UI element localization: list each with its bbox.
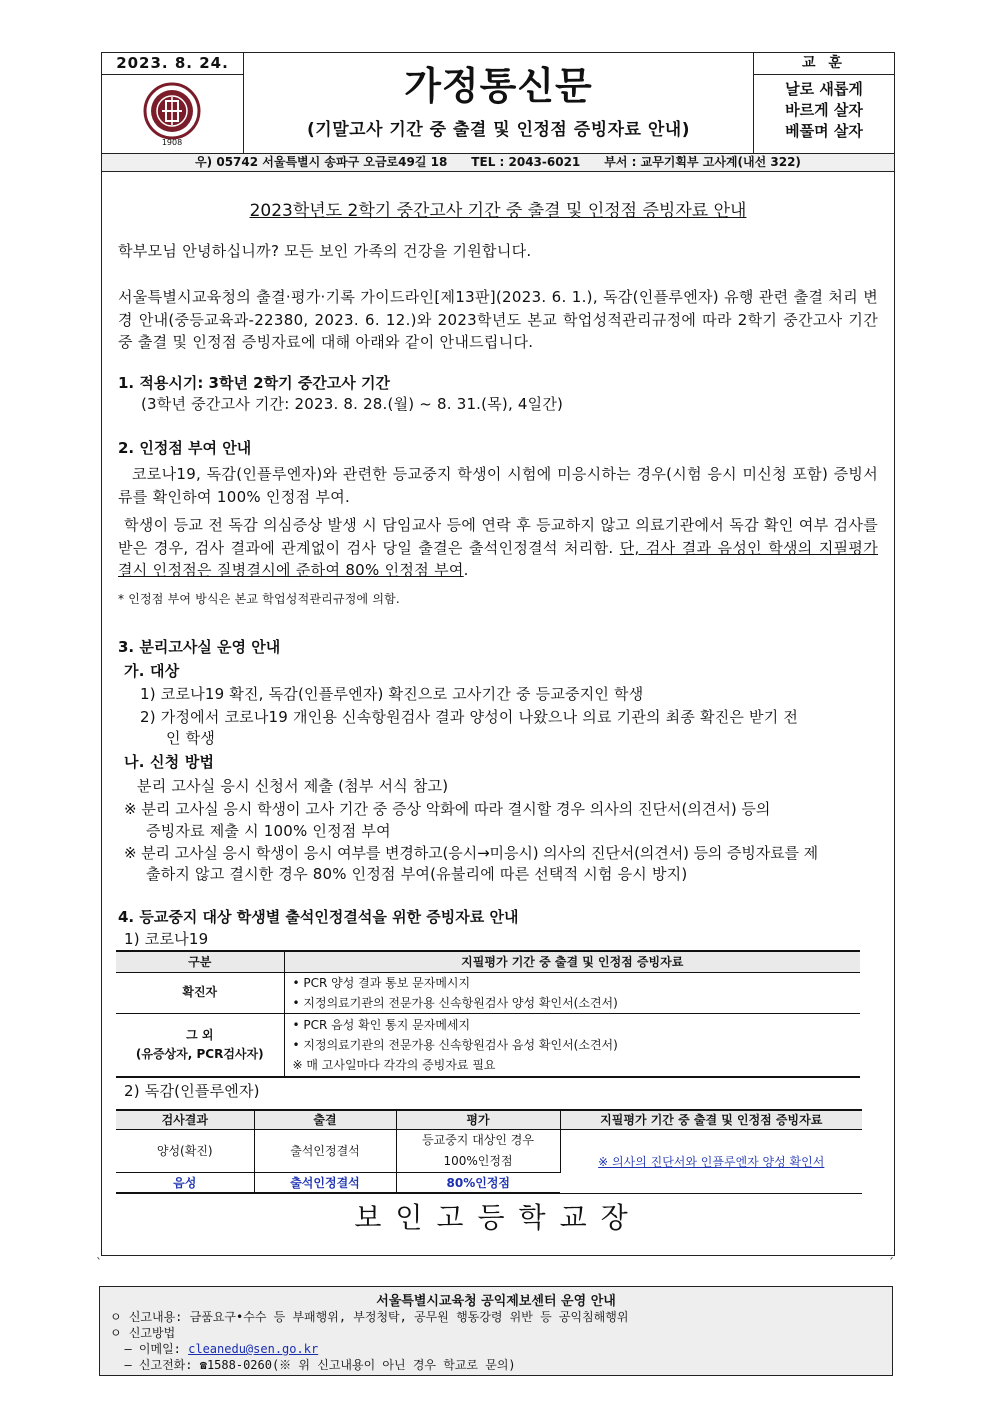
section-2-paragraph-2: [118, 514, 878, 582]
greeting: 학부모님 안녕하십니까? 모든 보인 가족의 건강을 기원합니다.: [118, 242, 532, 260]
row-label-line: (유증상자, PCR검사자): [135, 1046, 264, 1061]
list-item: • PCR 음성 확인 통지 문자메세지: [292, 1017, 471, 1032]
motto-line: 베풀며 살자: [785, 122, 863, 140]
notice-line: ㅇ 신고방법: [110, 1326, 176, 1340]
school-motto-panel: [753, 53, 894, 153]
section-3-title: 3. 분리고사실 운영 안내: [118, 638, 281, 656]
section-1-detail: (3학년 중간고사 기간: 2023. 8. 28.(월) ~ 8. 31.(목), 4일간): [141, 395, 564, 413]
list-item: • PCR 양성 결과 통보 문자메시지: [292, 975, 471, 990]
paragraph-2-main: 학생이 등교 전 독감 의심증상 발생 시 담임교사 등에 연락 후 등교하지 않고 의료기관에서 독감 확인 여부 검사를 받은 경우, 검사 결과에 관계없이 검사 당일 출결은 출석인정결석 처리함.: [118, 516, 878, 557]
table-cell-label: 확진자: [116, 972, 284, 1013]
school-seal-icon: [142, 81, 202, 147]
table-cell: 음성: [116, 1172, 254, 1193]
intro-paragraph: 서울특별시교육청의 출결·평가·기록 가이드라인[제13판](2023. 6. 1.), 독감(인플루엔자) 유행 관련 출결 처리 변경 안내(중등교육과-22380, 2023. 6. 12.)와 2023학년도 본교 학업성적관리규정에 따라 2학기 중간고사 기간 중 출결 및 인정점 증빙자료에 대해 아래와 같이 안내드립니다.: [118, 288, 878, 351]
letter-subtitle: (기말고사 기간 중 출결 및 인정점 증빙자료 안내): [307, 120, 690, 140]
crop-mark: ˋ: [96, 1256, 102, 1270]
table-cell-label: [116, 1013, 284, 1077]
table-header: 지필평가 기간 중 출결 및 인정점 증빙자료: [560, 1110, 862, 1129]
cell-line: 100%인정점: [443, 1153, 513, 1168]
paragraph-2-underlined: 단, 검사 결과 음성인 학생의 지필평가 결시 인정점은 질병결시에 준하여 80% 인정점 부여: [118, 538, 878, 579]
section-3b-text: 분리 고사실 응시 신청서 제출 (첨부 서식 참고): [137, 777, 449, 795]
whistleblower-notice: [99, 1286, 893, 1376]
school-address: 우) 05742 서울특별시 송파구 오금로49길 18 TEL : 2043-6021 부서 : 교무기획부 고사계(내선 322): [102, 153, 894, 171]
issue-date: 2023. 8. 24.: [102, 53, 243, 75]
section-2-paragraph-1: 코로나19, 독감(인플루엔자)와 관련한 등교중지 학생이 시험에 미응시하는 경우(시험 응시 미신청 포함) 증빙서류를 확인하여 100% 인정점 부여.: [118, 465, 878, 506]
motto-line: 바르게 살자: [785, 101, 863, 119]
table-header: 검사결과: [116, 1110, 254, 1129]
table-header: 구분: [116, 951, 284, 972]
section-3a-item-2-cont: 인 학생: [166, 729, 216, 747]
notice-line: – 신고전화: ☎1588-0260(※ 위 신고내용이 아닌 경우 학교로 문의): [110, 1358, 516, 1372]
table-header: 출결: [254, 1110, 396, 1129]
document-title: 2023학년도 2학기 중간고사 기간 중 출결 및 인정점 증빙자료 안내: [249, 201, 747, 221]
section-3a-item-2: 2) 가정에서 코로나19 개인용 신속항원검사 결과 양성이 나왔으나 의료 기관의 최종 확진은 받기 전: [140, 708, 799, 726]
email-link[interactable]: cleanedu@sen.go.kr: [188, 1342, 319, 1356]
flu-evidence-table: [116, 1109, 862, 1194]
table-row: [116, 1013, 860, 1077]
table-cell-items: [284, 1013, 860, 1077]
email-label: – 이메일:: [110, 1342, 189, 1356]
section-3a-item-1: 1) 코로나19 확진, 독감(인플루엔자) 확진으로 고사기간 중 등교중지인 학생: [140, 685, 644, 703]
table-header: 지필평가 기간 중 출결 및 인정점 증빙자료: [284, 951, 860, 972]
notice-line: ㅇ 신고내용: 금품요구•수수 등 부패행위, 부정청탁, 공무원 행동강령 위반 등 공익침해행위: [110, 1310, 629, 1324]
motto-label: 교 훈: [754, 53, 894, 75]
section-3-note-2-cont: 출하지 않고 결시한 경우 80% 인정점 부여(유불리에 따른 선택적 시험 응시 방지): [146, 865, 688, 883]
motto-line: 날로 새롭게: [785, 80, 863, 98]
row-label-line: 그 외: [186, 1027, 214, 1042]
letter-header: [101, 52, 895, 172]
crop-mark: ˊ: [888, 1256, 894, 1270]
list-item: • 지정의료기관의 전문가용 신속항원검사 양성 확인서(소견서): [292, 995, 618, 1010]
section-3-note-1: ※ 분리 고사실 응시 학생이 고사 기간 중 증상 악화에 따라 결시할 경우 의사의 진단서(의견서) 등의: [124, 800, 771, 818]
table-row: [116, 972, 860, 1013]
table-cell: 양성(확진): [116, 1129, 254, 1172]
cell-line: 등교중지 대상인 경우: [422, 1132, 534, 1147]
notice-title: 서울특별시교육청 공익제보센터 운영 안내: [376, 1294, 616, 1309]
section-3-note-2: ※ 분리 고사실 응시 학생이 응시 여부를 변경하고(응시→미응시) 의사의 진단서(의견서) 등의 증빙자료를 제: [124, 844, 818, 862]
table-cell: 출석인정결석: [254, 1129, 396, 1172]
section-1-title: 1. 적용시기: 3학년 2학기 중간고사 기간: [118, 374, 390, 392]
section-2-note: * 인정점 부여 방식은 본교 학업성적관리규정에 의함.: [118, 592, 400, 606]
letter-title: 가정통신문: [404, 64, 593, 108]
table-cell: 80%인정점: [396, 1172, 560, 1193]
table-row: [116, 1129, 862, 1172]
evidence-cell: ※ 의사의 진단서와 인플루엔자 양성 확인서: [560, 1129, 862, 1193]
header-left-panel: [102, 53, 244, 153]
table-cell-items: [284, 972, 860, 1013]
table-cell: [396, 1129, 560, 1172]
notice-line: [100, 1341, 892, 1357]
paragraph-2-end: .: [463, 561, 469, 579]
section-3-note-1-cont: 증빙자료 제출 시 100% 인정점 부여: [146, 822, 391, 840]
covid-evidence-table: [116, 950, 860, 1078]
section-4-sub-2: 2) 독감(인플루엔자): [124, 1082, 260, 1100]
section-4-title: 4. 등교중지 대상 학생별 출석인정결석을 위한 증빙자료 안내: [118, 908, 519, 926]
list-item: • 지정의료기관의 전문가용 신속항원검사 음성 확인서(소견서): [292, 1037, 618, 1052]
list-item: ※ 매 고사일마다 각각의 증빙자료 필요: [292, 1057, 496, 1072]
section-3b-title: 나. 신청 방법: [124, 753, 215, 771]
section-3a-title: 가. 대상: [124, 662, 180, 680]
section-4-sub-1: 1) 코로나19: [124, 930, 209, 948]
seal-year: 1908: [161, 138, 183, 147]
table-cell: 출석인정결석: [254, 1172, 396, 1193]
table-header: 평가: [396, 1110, 560, 1129]
principal-signature: 보인고등학교장: [354, 1201, 642, 1234]
header-title-panel: [244, 53, 753, 153]
section-2-title: 2. 인정점 부여 안내: [118, 439, 252, 457]
